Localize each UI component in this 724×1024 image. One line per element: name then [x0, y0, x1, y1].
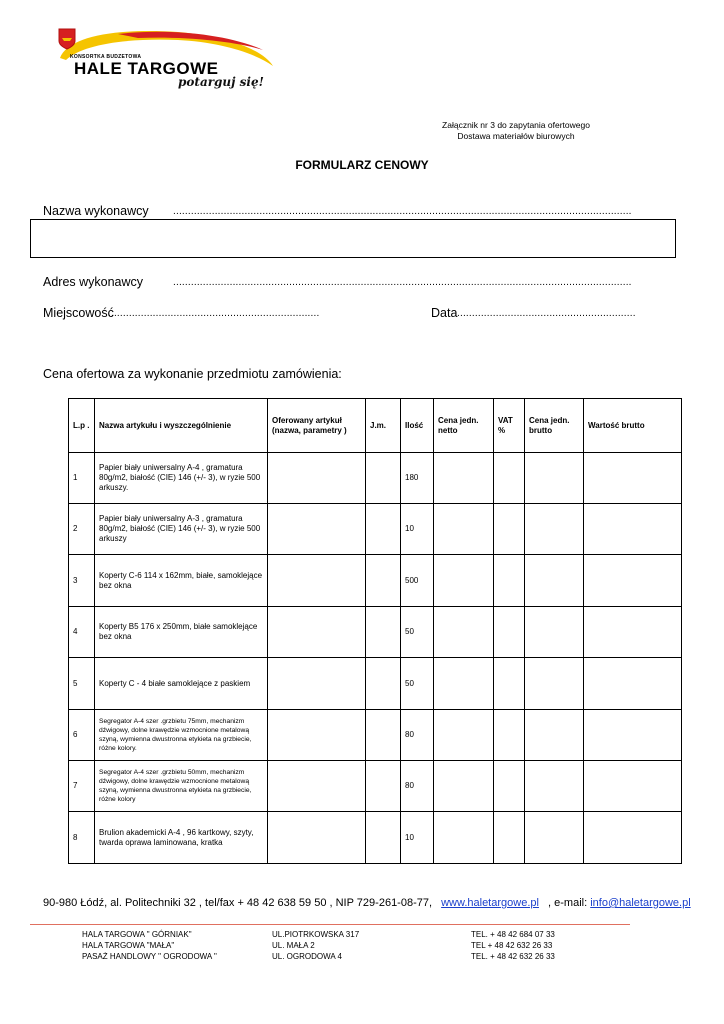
offered-cell[interactable] — [268, 812, 366, 864]
vat-cell[interactable] — [494, 504, 525, 555]
row-qty: 50 — [401, 607, 434, 658]
unit-cell[interactable] — [366, 812, 401, 864]
total-cell[interactable] — [584, 453, 682, 504]
contractor-name-dots: .......................................................................................................................................................... — [173, 206, 632, 217]
footer-street: UL.PIOTRKOWSKA 317 — [272, 930, 360, 939]
col-header-gross: Cena jedn. brutto — [525, 399, 584, 453]
offered-cell[interactable] — [268, 504, 366, 555]
row-lp: 7 — [69, 761, 95, 812]
total-cell[interactable] — [584, 658, 682, 710]
col-header-lp: L.p . — [69, 399, 95, 453]
footer-hall-name: HALA TARGOWA "MAŁA" — [82, 941, 175, 950]
city-seal-icon — [58, 28, 76, 50]
col-header-unit: J.m. — [366, 399, 401, 453]
logo-title: HALE TARGOWE — [74, 59, 219, 78]
row-name: Brulion akademicki A-4 , 96 kartkowy, szyty, twarda oprawa laminowana, kratka — [95, 812, 268, 864]
unit-cell[interactable] — [366, 453, 401, 504]
gross-cell[interactable] — [525, 607, 584, 658]
row-qty: 500 — [401, 555, 434, 607]
footer-street: UL. OGRODOWA 4 — [272, 952, 342, 961]
col-header-total: Wartość brutto — [584, 399, 682, 453]
city-dots: ....................................................................... — [108, 308, 320, 319]
vat-cell[interactable] — [494, 812, 525, 864]
row-name: Koperty C - 4 białe samoklejące z paskiem — [95, 658, 268, 710]
unit-cell[interactable] — [366, 658, 401, 710]
total-cell[interactable] — [584, 504, 682, 555]
row-lp: 2 — [69, 504, 95, 555]
row-qty: 180 — [401, 453, 434, 504]
table-row — [69, 761, 682, 812]
row-name: Papier biały uniwersalny A-3 , gramatura 80g/m2, białość (CIE) 146 (+/- 3), w ryzie 500 arkuszy — [95, 504, 268, 555]
address-dots: .......................................................................................................................................................... — [173, 277, 632, 288]
row-qty: 50 — [401, 658, 434, 710]
offered-cell[interactable] — [268, 453, 366, 504]
attachment-note — [406, 120, 626, 142]
row-qty: 10 — [401, 812, 434, 864]
attachment-line-1: Załącznik nr 3 do zapytania ofertowego — [442, 120, 590, 130]
col-header-name: Nazwa artykułu i wyszczególnienie — [95, 399, 268, 453]
contact-line — [43, 897, 691, 909]
vat-cell[interactable] — [494, 453, 525, 504]
price-heading: Cena ofertowa za wykonanie przedmiotu zamówienia: — [43, 367, 342, 381]
logo-tagline: potarguj się! — [178, 75, 264, 89]
total-cell[interactable] — [584, 555, 682, 607]
row-qty: 80 — [401, 761, 434, 812]
vat-cell[interactable] — [494, 658, 525, 710]
row-name: Segregator A-4 szer .grzbietu 50mm, mechanizm dźwigowy, dolne krawędzie wzmocnione metalową szyną, wymienna dwustronna etykieta na grzbiecie, różne kolory — [95, 761, 268, 812]
offered-cell[interactable] — [268, 658, 366, 710]
page-title: FORMULARZ CENOWY — [295, 158, 429, 172]
table-row — [69, 658, 682, 710]
offered-cell[interactable] — [268, 607, 366, 658]
offered-cell[interactable] — [268, 710, 366, 761]
row-lp: 1 — [69, 453, 95, 504]
row-name: Segregator A-4 szer .grzbietu 75mm, mechanizm dźwigowy, dolne krawędzie wzmocnione metalową szyną, wymienna dwustronna etykieta na grzbiecie, różne kolory. — [95, 710, 268, 761]
vat-cell[interactable] — [494, 761, 525, 812]
contractor-name-label: Nazwa wykonawcy — [43, 204, 149, 218]
date-label: Data — [431, 306, 458, 320]
net-cell[interactable] — [434, 504, 494, 555]
unit-cell[interactable] — [366, 504, 401, 555]
footer-street: UL. MAŁA 2 — [272, 941, 315, 950]
total-cell[interactable] — [584, 710, 682, 761]
gross-cell[interactable] — [525, 710, 584, 761]
row-qty: 10 — [401, 504, 434, 555]
net-cell[interactable] — [434, 710, 494, 761]
price-table — [68, 398, 682, 864]
total-cell[interactable] — [584, 761, 682, 812]
net-cell[interactable] — [434, 812, 494, 864]
contact-text: 90-980 Łódź, al. Politechniki 32 , tel/fax + 48 42 638 59 50 , NIP 729-261-08-77, — [43, 897, 433, 909]
row-lp: 4 — [69, 607, 95, 658]
footer-hall-name: HALA TARGOWA " GÓRNIAK" — [82, 930, 192, 939]
footer-phone: TEL. + 48 42 684 07 33 — [471, 930, 555, 939]
email-link[interactable]: info@haletargowe.pl — [590, 897, 691, 909]
table-row — [69, 710, 682, 761]
total-cell[interactable] — [584, 607, 682, 658]
company-logo — [58, 28, 308, 90]
gross-cell[interactable] — [525, 658, 584, 710]
row-qty: 80 — [401, 710, 434, 761]
gross-cell[interactable] — [525, 761, 584, 812]
row-name: Koperty C-6 114 x 162mm, białe, samoklejące bez okna — [95, 555, 268, 607]
date-dots: ............................................................ — [457, 308, 636, 319]
attachment-line-2: Dostawa materiałów biurowych — [457, 131, 575, 141]
footer-names — [82, 929, 217, 962]
net-cell[interactable] — [434, 607, 494, 658]
gross-cell[interactable] — [525, 812, 584, 864]
net-cell[interactable] — [434, 658, 494, 710]
offered-cell[interactable] — [268, 761, 366, 812]
footer-streets — [272, 929, 359, 962]
col-header-net: Cena jedn. netto — [434, 399, 494, 453]
unit-cell[interactable] — [366, 761, 401, 812]
col-header-vat: VAT % — [494, 399, 525, 453]
table-row — [69, 555, 682, 607]
logo-small-text: KONSORTKA BUDZETOWA — [70, 54, 142, 60]
col-header-qty: Ilość — [401, 399, 434, 453]
vat-cell[interactable] — [494, 607, 525, 658]
gross-cell[interactable] — [525, 504, 584, 555]
table-row — [69, 607, 682, 658]
footer-phone: TEL + 48 42 632 26 33 — [471, 941, 553, 950]
net-cell[interactable] — [434, 453, 494, 504]
net-cell[interactable] — [434, 761, 494, 812]
unit-cell[interactable] — [366, 607, 401, 658]
table-header-row — [69, 399, 682, 453]
total-cell[interactable] — [584, 812, 682, 864]
net-cell[interactable] — [434, 555, 494, 607]
gross-cell[interactable] — [525, 555, 584, 607]
footer-phone: TEL. + 48 42 632 26 33 — [471, 952, 555, 961]
contractor-name-box[interactable] — [30, 219, 676, 258]
table-row — [69, 504, 682, 555]
vat-cell[interactable] — [494, 555, 525, 607]
row-lp: 3 — [69, 555, 95, 607]
gross-cell[interactable] — [525, 453, 584, 504]
row-name: Koperty B5 176 x 250mm, białe samoklejące bez okna — [95, 607, 268, 658]
email-label: , e-mail: — [548, 897, 588, 909]
col-header-offered: Oferowany artykuł (nazwa, parametry ) — [268, 399, 366, 453]
footer-hall-name: PASAŻ HANDLOWY " OGRODOWA " — [82, 952, 217, 961]
table-row — [69, 453, 682, 504]
table-row — [69, 812, 682, 864]
website-link[interactable]: www.haletargowe.pl — [441, 897, 539, 909]
row-name: Papier biały uniwersalny A-4 , gramatura 80g/m2, białość (CIE) 146 (+/- 3), w ryzie 500 arkuszy. — [95, 453, 268, 504]
offered-cell[interactable] — [268, 555, 366, 607]
city-label: Miejscowość — [43, 306, 114, 320]
row-lp: 5 — [69, 658, 95, 710]
row-lp: 6 — [69, 710, 95, 761]
row-lp: 8 — [69, 812, 95, 864]
unit-cell[interactable] — [366, 710, 401, 761]
footer-divider — [30, 924, 630, 925]
footer-phones — [471, 929, 555, 962]
vat-cell[interactable] — [494, 710, 525, 761]
unit-cell[interactable] — [366, 555, 401, 607]
address-label: Adres wykonawcy — [43, 275, 144, 289]
